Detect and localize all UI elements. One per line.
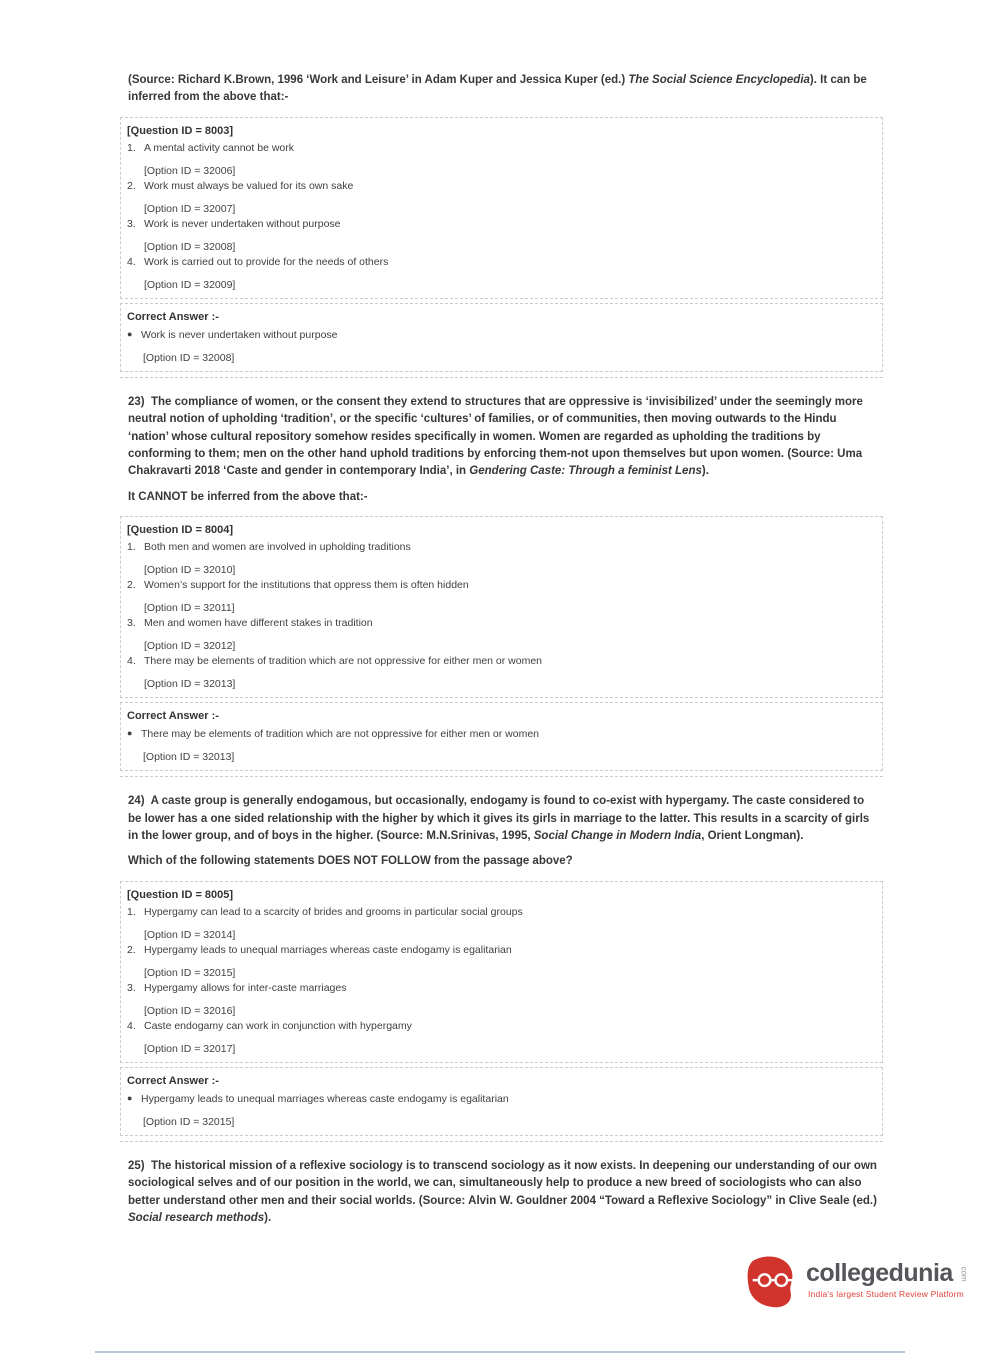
option-text: Hypergamy allows for inter-caste marriages [144,981,347,994]
question-text-segment: It CANNOT be inferred from the above that:- [128,490,368,503]
option-item [127,180,874,216]
question-text-segment: The Social Science Encyclopedia [628,74,810,86]
option-line [127,906,874,919]
question-separator [120,1141,883,1142]
question-text-segment: 23) The compliance of women, or the consent they extend to structures that are oppressive is ‘invisibilized’ under the seemingly more neutral notion of upholding ‘tradition’, or the specific ‘cultures’ of families, or of communities, then moving outwards to the Hindu ‘nation’ whose cultural repository somehow resides specifically in women. Women are regarded as upholding the traditions by conforming to them; men on the other hand uphold traditions by enforcing them-not upon themselves but upon women. (Source: Uma Chakravarti 2018 ‘Caste and gender in contemporary India’, in [128,395,863,478]
brand-suffix: com [959,1266,969,1282]
option-number: 2. [127,179,136,192]
bullet-icon: ● [127,328,133,339]
option-number: 4. [127,655,136,668]
question-text-segment: ). [701,465,709,478]
option-id: [Option ID = 32010] [144,564,236,577]
options-box [120,881,883,1063]
option-id: [Option ID = 32009] [144,278,236,291]
option-item [127,256,874,292]
option-text: Work is never undertaken without purpose [144,217,341,230]
correct-answer-label: Correct Answer :- [127,1074,219,1087]
option-number: 1. [127,141,136,154]
correct-answer-text: There may be elements of tradition which are not oppressive for either men or women [141,728,540,741]
question-text [120,72,883,107]
option-id: [Option ID = 32007] [144,202,236,215]
question-block [120,1158,883,1228]
correct-answer-option-id: [Option ID = 32015] [143,1115,235,1128]
question-block [120,394,883,777]
question-text-segment: ). It can be inferred from the above that:- [128,74,867,104]
question-block [120,793,883,1142]
option-item [127,982,874,1018]
option-text: Both men and women are involved in upholding traditions [144,541,411,554]
option-number: 2. [127,579,136,592]
option-id: [Option ID = 32006] [144,164,236,177]
option-id: [Option ID = 32012] [144,640,236,653]
collegedunia-mascot-icon [744,1254,800,1310]
option-line [127,579,874,592]
option-item [127,579,874,615]
option-line [127,655,874,668]
bullet-icon: ● [127,728,133,739]
question-text-segment: (Source: Richard K.Brown, 1996 ‘Work and Leisure’ in Adam Kuper and Jessica Kuper (ed.) [128,74,629,86]
question-id: [Question ID = 8005] [127,888,234,901]
correct-answer-option-id: [Option ID = 32013] [143,751,235,764]
option-item [127,655,874,691]
correct-answer-option-id: [Option ID = 32008] [143,351,235,364]
option-line [127,218,874,231]
brand-wrap [806,1254,968,1299]
options-box [120,117,883,299]
logo-row [744,1254,984,1310]
question-text-segment: Gendering Caste: Through a feminist Lens [469,465,702,478]
option-line [127,617,874,630]
option-line [127,142,874,155]
correct-answer-line [127,328,874,342]
option-item [127,142,874,178]
option-line [127,180,874,193]
option-id: [Option ID = 32014] [144,928,236,941]
option-number: 3. [127,217,136,230]
question-paragraph [128,489,877,506]
collegedunia-logo [744,1254,984,1310]
questions-container [120,72,883,1236]
question-block [120,72,883,378]
question-text-segment: , Orient Longman). [701,830,804,843]
question-text-segment: ). [264,1212,272,1225]
question-separator [120,776,883,777]
question-id: [Question ID = 8004] [127,524,234,537]
option-item [127,944,874,980]
correct-answer-label: Correct Answer :- [127,710,219,723]
option-id: [Option ID = 32013] [144,678,236,691]
option-text: Men and women have different stakes in tradition [144,617,373,630]
options-box [120,516,883,698]
correct-answer-text: Work is never undertaken without purpose [141,328,338,341]
option-number: 3. [127,617,136,630]
correct-answer-box [120,702,883,771]
question-text-segment: 24) A caste group is generally endogamous, but occasionally, endogamy is found to co-exist with hypergamy. The caste considered to be lower has a one sided relationship with the higher by which it gives its girls in marriage to the latter. This results in a scarcity of girls in the lower group, and of boys in the higher. (Source: M.N.Srinivas, 1995, [128,795,870,843]
brand-tagline: India's largest Student Review Platform [808,1289,964,1299]
option-id: [Option ID = 32016] [144,1004,236,1017]
question-text [120,793,883,871]
correct-answer-text: Hypergamy leads to unequal marriages whereas caste endogamy is egalitarian [141,1092,509,1105]
option-item [127,541,874,577]
option-text: Hypergamy can lead to a scarcity of brides and grooms in particular social groups [144,905,523,918]
question-paragraph [128,793,877,845]
brand-name [806,1260,968,1286]
option-item [127,617,874,653]
option-text: Work is carried out to provide for the needs of others [144,255,389,268]
option-number: 4. [127,255,136,268]
question-text [120,1158,883,1228]
option-text: Hypergamy leads to unequal marriages whereas caste endogamy is egalitarian [144,943,512,956]
question-paragraph [128,394,877,481]
question-paragraph [128,72,877,107]
option-number: 1. [127,541,136,554]
option-text: A mental activity cannot be work [144,141,294,154]
correct-answer-line [127,727,874,741]
question-text-segment: Social research methods [128,1212,265,1225]
bullet-icon: ● [127,1092,133,1103]
option-text: Women’s support for the institutions that oppress them is often hidden [144,579,469,592]
question-id: [Question ID = 8003] [127,124,234,137]
option-id: [Option ID = 32015] [144,966,236,979]
option-id: [Option ID = 32017] [144,1042,236,1055]
option-text: There may be elements of tradition which are not oppressive for either men or women [144,655,543,668]
option-line [127,982,874,995]
question-text-segment: Which of the following statements DOES NOT FOLLOW from the passage above? [128,855,573,868]
option-text: Work must always be valued for its own sake [144,179,354,192]
correct-answer-line [127,1092,874,1106]
option-number: 2. [127,943,136,956]
option-number: 3. [127,981,136,994]
correct-answer-box [120,1067,883,1136]
question-separator [120,377,883,378]
question-paragraph [128,1158,877,1228]
question-paragraph [128,853,877,870]
option-number: 1. [127,905,136,918]
option-line [127,541,874,554]
correct-answer-label: Correct Answer :- [127,310,219,323]
option-id: [Option ID = 32008] [144,240,236,253]
option-line [127,944,874,957]
brand-text: collegedunia [806,1259,953,1287]
question-text-segment: Social Change in Modern India [533,830,702,843]
option-text: Caste endogamy can work in conjunction with hypergamy [144,1019,412,1032]
option-line [127,256,874,269]
bottom-rule [95,1351,905,1353]
option-number: 4. [127,1019,136,1032]
option-item [127,1020,874,1056]
option-item [127,218,874,254]
correct-answer-box [120,303,883,372]
question-text-segment: 25) The historical mission of a reflexive sociology is to transcend sociology as it now exists. In deepening our understanding of our own sociological selves and of our position in the world, we can, simultaneously help to produce a new breed of sociologists who can also better understand other men and their social worlds. (Source: Alvin W. Gouldner 2004 “Toward a Reflexive Sociology” in Clive Seale (ed.) [128,1159,877,1207]
question-text [120,394,883,506]
option-id: [Option ID = 32011] [144,602,235,615]
option-line [127,1020,874,1033]
option-item [127,906,874,942]
